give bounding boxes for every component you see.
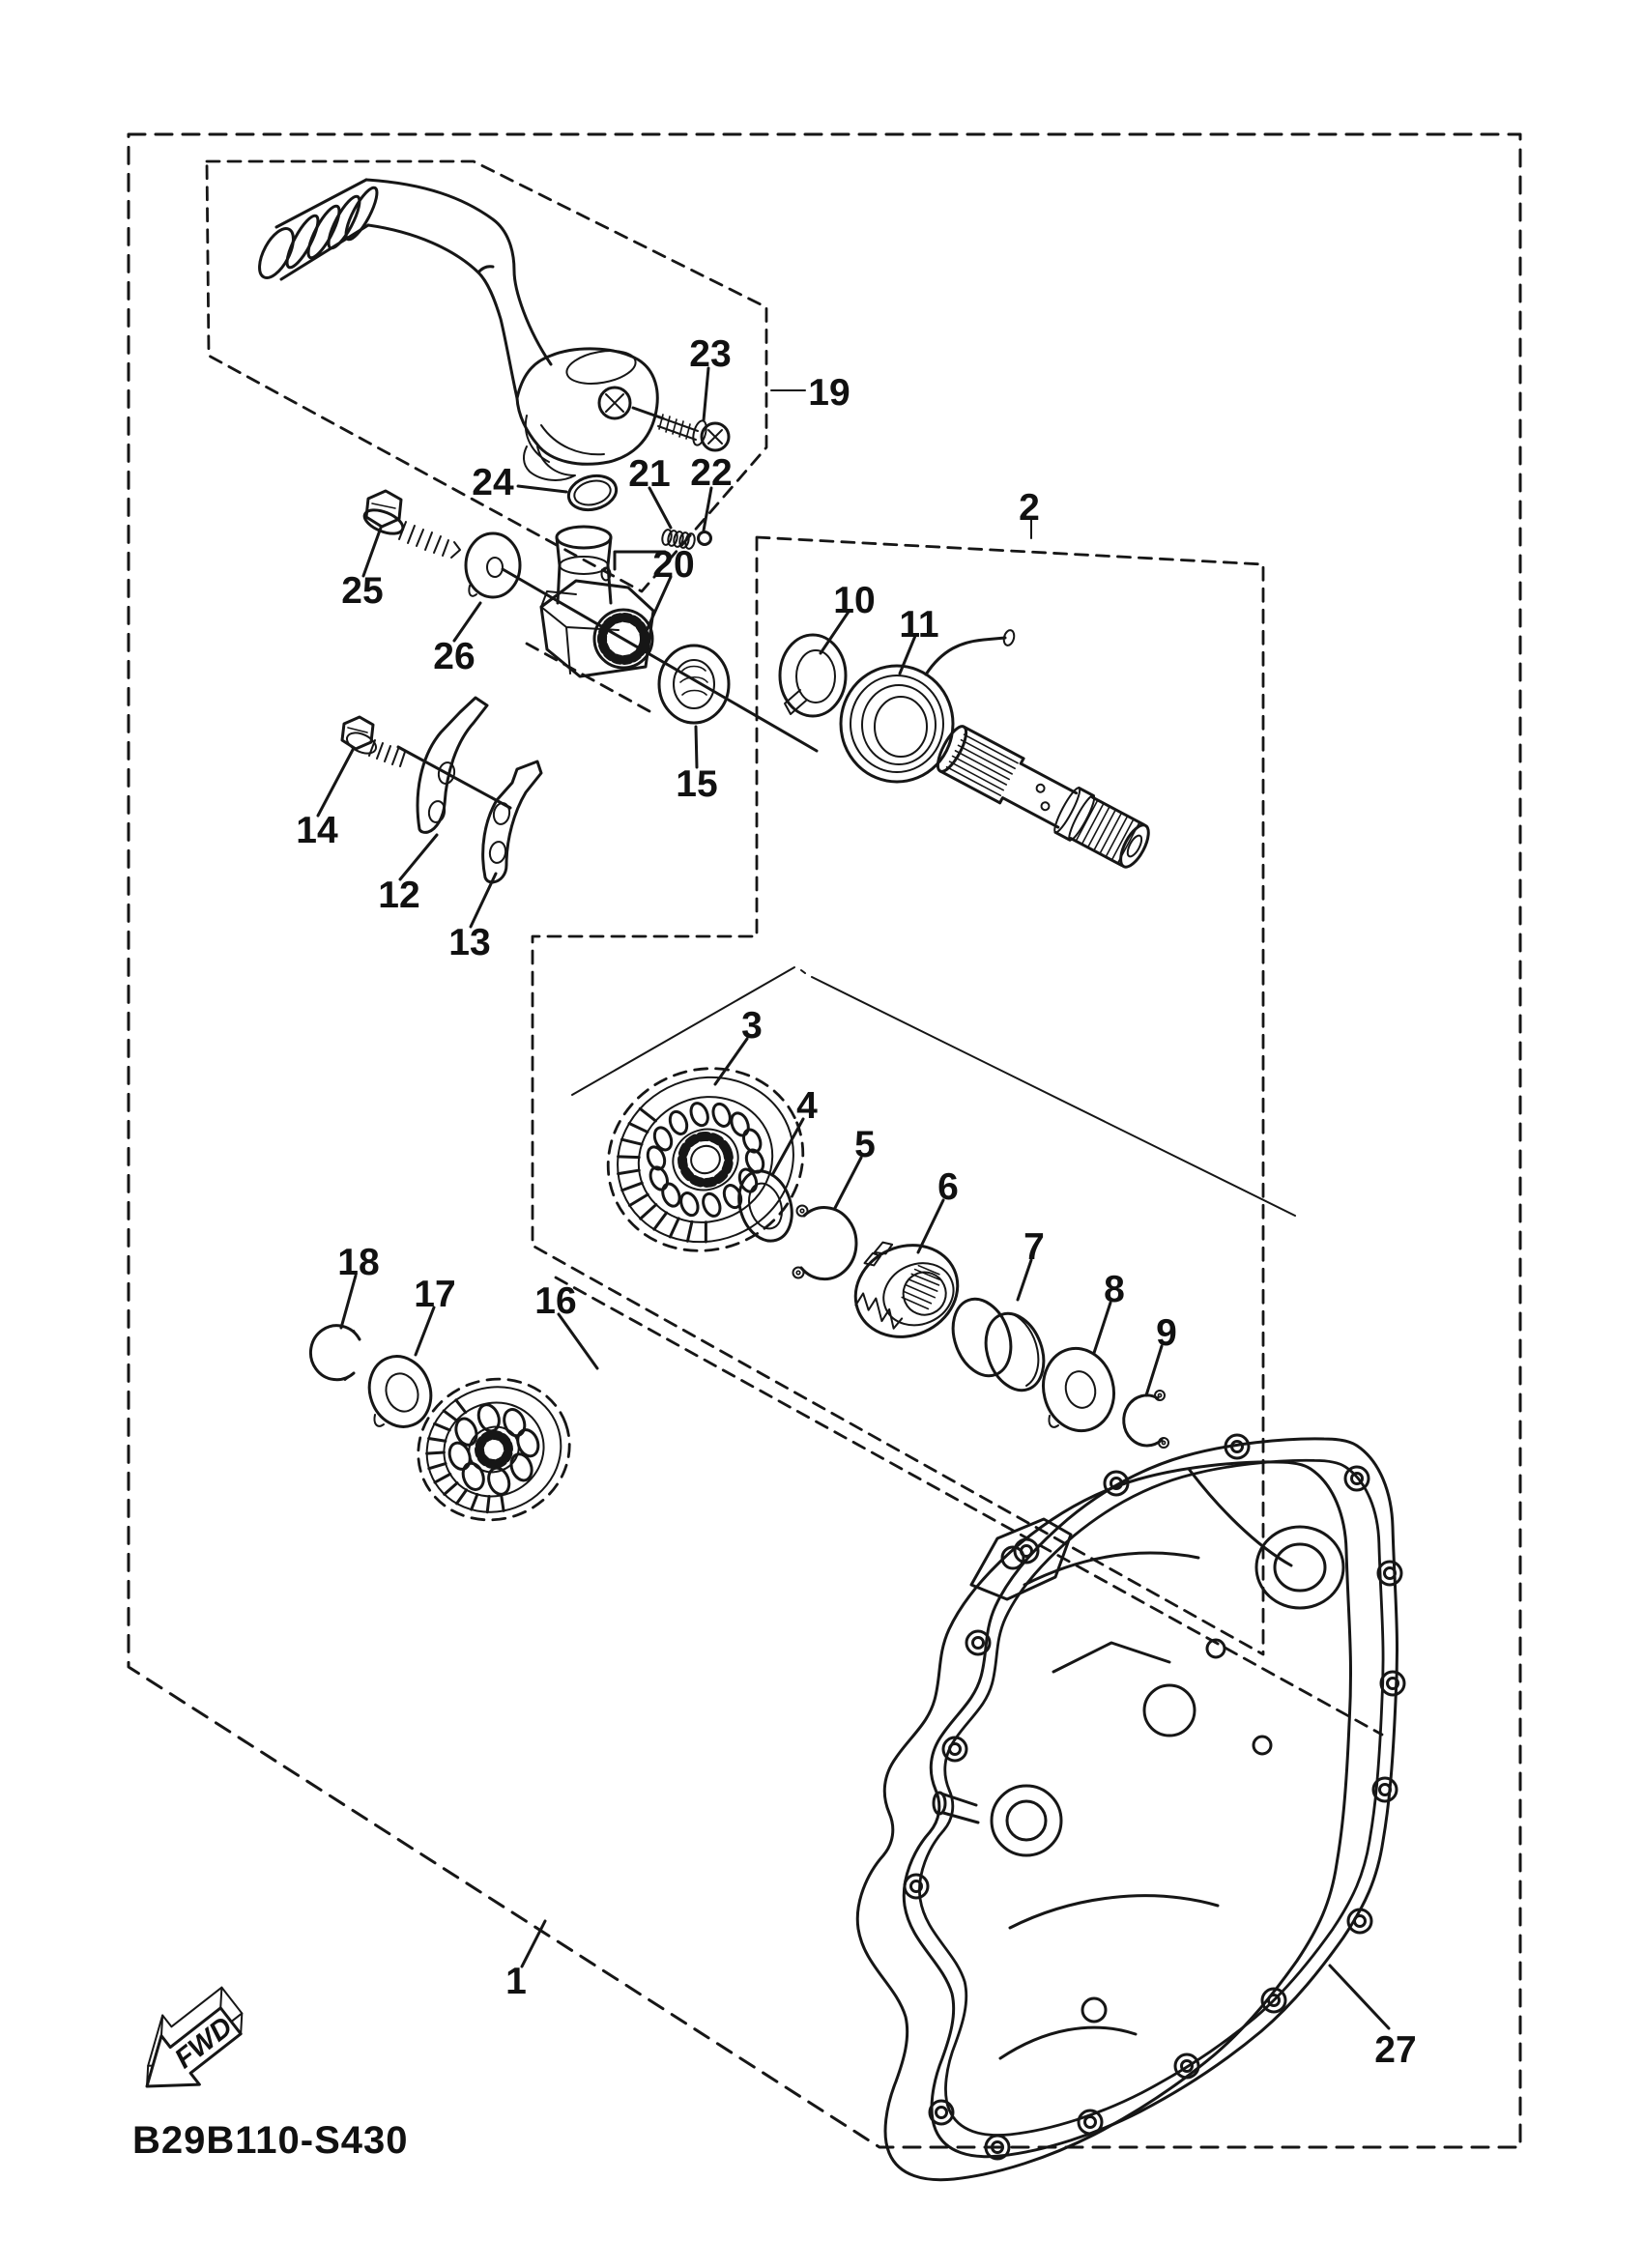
ball-22 bbox=[699, 532, 711, 545]
part-label-12: 12 bbox=[378, 875, 420, 916]
part-label-20: 20 bbox=[652, 544, 695, 586]
fwd-arrow bbox=[118, 1976, 260, 2110]
part-label-24: 24 bbox=[472, 462, 514, 503]
part-label-1: 1 bbox=[505, 1961, 527, 2002]
outer-boundary bbox=[129, 134, 1520, 2147]
circlip-18 bbox=[310, 1326, 360, 1380]
kick-axle-shaft bbox=[933, 723, 1155, 873]
part-label-13: 13 bbox=[448, 922, 491, 963]
part-label-14: 14 bbox=[296, 810, 338, 851]
part-label-5: 5 bbox=[854, 1124, 876, 1165]
stopper-plate-13 bbox=[483, 761, 541, 882]
cover-details bbox=[934, 1469, 1343, 2058]
part-label-21: 21 bbox=[628, 453, 671, 495]
fwd-label: FWD bbox=[169, 2011, 239, 2076]
part-label-9: 9 bbox=[1156, 1312, 1177, 1354]
pinch-bolt-23 bbox=[658, 415, 729, 450]
circlip-9 bbox=[1124, 1391, 1168, 1448]
washer-8 bbox=[1035, 1341, 1123, 1439]
part-label-18: 18 bbox=[337, 1242, 380, 1283]
o-ring-24 bbox=[565, 471, 620, 514]
pinion-gear-16 bbox=[398, 1358, 590, 1540]
washer-17 bbox=[360, 1348, 441, 1436]
part-label-7: 7 bbox=[1023, 1226, 1045, 1268]
part-label-23: 23 bbox=[689, 333, 732, 375]
part-label-26: 26 bbox=[433, 636, 476, 677]
part-label-2: 2 bbox=[1019, 487, 1040, 529]
kick-joint-20 bbox=[541, 527, 653, 676]
axis-chevron-lines bbox=[572, 967, 1295, 1216]
kick-lever bbox=[252, 180, 657, 480]
part-label-17: 17 bbox=[414, 1274, 456, 1315]
bolt-25 bbox=[361, 491, 460, 558]
stopper-plate-12 bbox=[418, 698, 487, 832]
part-labels bbox=[296, 333, 1416, 2071]
washer-26 bbox=[466, 533, 520, 597]
part-label-6: 6 bbox=[937, 1166, 959, 1208]
part-label-10: 10 bbox=[833, 580, 876, 621]
bolt-14 bbox=[342, 717, 405, 766]
part-label-16: 16 bbox=[534, 1280, 577, 1322]
part-label-4: 4 bbox=[796, 1085, 818, 1127]
crankcase-cover-27 bbox=[857, 1435, 1404, 2180]
part-label-19: 19 bbox=[808, 372, 850, 414]
diagram-code: B29B110-S430 bbox=[132, 2119, 409, 2162]
gasket-bolt-holes bbox=[905, 1435, 1404, 2159]
part-label-3: 3 bbox=[741, 1005, 763, 1047]
idle-gear-3 bbox=[581, 1040, 831, 1280]
part-label-11: 11 bbox=[899, 604, 939, 646]
circlip-5 bbox=[793, 1206, 856, 1279]
part-label-8: 8 bbox=[1104, 1269, 1125, 1310]
part-label-25: 25 bbox=[341, 570, 384, 612]
oil-seal-15 bbox=[659, 646, 729, 723]
collar-10 bbox=[780, 635, 846, 716]
part-label-22: 22 bbox=[690, 452, 733, 494]
spring-7 bbox=[943, 1291, 1054, 1398]
part-label-27: 27 bbox=[1374, 2029, 1417, 2071]
torsion-spring-11 bbox=[841, 629, 1016, 782]
part-label-15: 15 bbox=[676, 763, 718, 805]
